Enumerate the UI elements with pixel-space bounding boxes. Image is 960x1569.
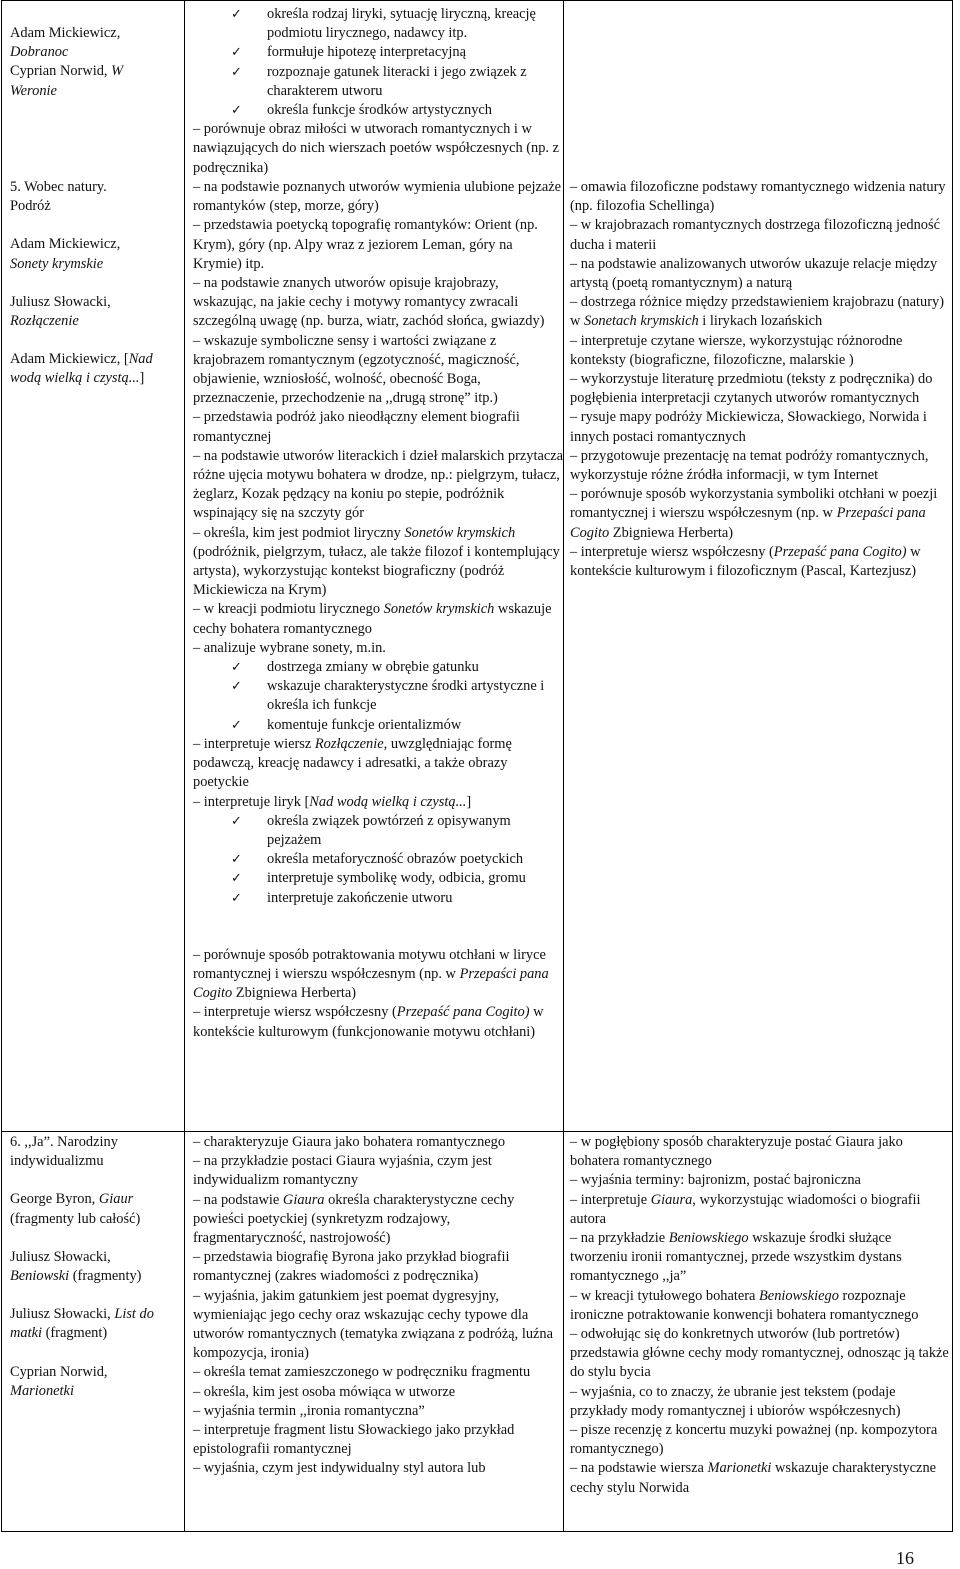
column-divider [563, 1132, 564, 1532]
text-run: – charakteryzuje Giaura jako bohatera romantycznego [193, 1134, 506, 1150]
topic-line [10, 1190, 180, 1209]
table-row [2, 1, 952, 1131]
text-run: Sonetów krymskich [383, 601, 495, 618]
list-item [193, 639, 563, 658]
column-divider [563, 1, 564, 1131]
text-run: Przepaści pana Cogito [570, 505, 926, 541]
checklist-item [193, 850, 563, 869]
topic-line [10, 62, 180, 81]
document-table [1, 0, 953, 1532]
text-run: – w kreacji tytułowego bohatera [570, 1287, 760, 1304]
text-run: ] [139, 370, 145, 387]
text-run: rozpoznaje gatunek literacki i jego związek z charakterem utworu [267, 63, 527, 99]
list-item [193, 793, 563, 812]
text-run: – na podstawie utworów literackich i dzieł malarskich przytacza różne ujęcia motywu bohatera w drodze, np.: pielgrzym, tułacz, żeglarz, Kozak pędzący na koniu po stepie, podróżnik wspinający się na szczyty gór [193, 447, 564, 522]
text-run: – wyjaśnia, czym jest indywidualny styl autora lub [193, 1460, 486, 1477]
text-run: – na podstawie znanych utworów opisuje krajobrazy, wskazując, na jakie cechy i motywy romantycy zwracali szczególną uwagę (np. burza, wiatr, zachód słońca, gwiazdy) [193, 275, 545, 330]
topic-line [10, 197, 180, 216]
cell-topics-individualism [10, 1133, 180, 1401]
text-run: dostrzega zmiany w obrębie gatunku [267, 659, 479, 676]
text-run: – na przykładzie [570, 1230, 669, 1247]
text-run: określa charakterystyczne cechy powieści poetyckiej (synkretyzm rodzajowy, fragmentaryczność, nastrojowość) [193, 1191, 515, 1247]
text-run: Zbigniewa Herberta) [609, 524, 734, 541]
text-run: Sonetach krymskich [584, 313, 699, 330]
list-item [570, 447, 950, 485]
checklist-item [193, 43, 563, 62]
text-run: – na podstawie analizowanych utworów ukazuje relacje między artystą (poetą romantycznym) a naturą [570, 255, 938, 292]
spacer [193, 908, 563, 946]
checklist-item [193, 5, 563, 43]
text-run: 6. ,,Ja”. Narodziny [10, 1134, 118, 1150]
topic-line [10, 178, 180, 197]
text-run: – interpretuje czytane wiersze, wykorzystując różnorodne konteksty (biograficzne, filozoficzne, malarskie ) [570, 332, 903, 368]
list-item [570, 1133, 950, 1171]
text-run: – na podstawie poznanych utworów wymienia ulubione pejzaże romantyków (step, morze, góry) [193, 179, 562, 215]
text-run: Adam Mickiewicz, [10, 236, 121, 253]
list-item [193, 946, 563, 1004]
text-run: George Byron, [10, 1191, 99, 1208]
text-run: określa rodzaj liryki, sytuację liryczną, kreację podmiotu lirycznego, nadawcy itp. [267, 6, 536, 42]
text-run: – interpretuje liryk [ [193, 793, 310, 810]
list-item [193, 1383, 563, 1402]
text-run: Przepaść pana Cogito) [773, 543, 907, 560]
text-run: Giaur [98, 1191, 134, 1208]
topic-line [10, 1267, 180, 1286]
checklist-item [193, 658, 563, 677]
cell-topics-nature [10, 178, 180, 389]
text-run: wodą wielką i czystą... [10, 370, 140, 387]
list-item [570, 1421, 950, 1459]
list-item [193, 1152, 563, 1190]
text-run: – wykorzystuje literaturę przedmiotu (teksty z podręcznika) do pogłębienia interpretacji czytanych utworów romantycznych [570, 371, 933, 407]
text-run: Giaura [650, 1191, 693, 1208]
text-run: Nad [128, 351, 153, 368]
list-item [193, 120, 563, 178]
text-run: Beniowskiego [759, 1287, 839, 1304]
text-run: Adam Mickiewicz, [10, 25, 121, 41]
list-item [193, 1003, 563, 1041]
text-run: Podróż [10, 198, 51, 215]
text-run: – interpretuje wiersz [193, 735, 315, 752]
text-run: W [111, 63, 124, 80]
text-run: ] [466, 793, 472, 810]
spacer [10, 216, 180, 235]
topic-line [10, 82, 180, 101]
text-run: Dobranoc [10, 44, 69, 61]
table-row [2, 1131, 952, 1532]
text-run: (fragmenty) [69, 1268, 142, 1285]
text-run: Zbigniewa Herberta) [232, 985, 357, 1002]
topic-line [10, 350, 180, 369]
text-run: Weronie [10, 82, 57, 99]
cell-extended-requirements-nature [570, 178, 950, 581]
text-run: określa związek powtórzeń z opisywanym pejzażem [267, 812, 511, 848]
list-item [570, 1383, 950, 1421]
topic-line [10, 293, 180, 312]
list-item [570, 370, 950, 408]
text-run: List do [114, 1306, 154, 1323]
spacer [10, 1229, 180, 1248]
text-run: – porównuje obraz miłości w utworach romantycznych i w nawiązujących do nich wierszach poetów współczesnych (np. z podręcznika) [193, 121, 560, 176]
text-run: wskazuje cechy bohatera romantycznego [193, 601, 552, 637]
text-run: Przepaści pana Cogito [193, 965, 549, 1002]
topic-line [10, 255, 180, 274]
list-item [193, 447, 563, 524]
text-run: – interpretuje fragment listu Słowackiego jako przykład epistolografii romantycznej [193, 1422, 515, 1458]
list-item [193, 1133, 563, 1152]
topic-line [10, 1133, 180, 1152]
spacer [10, 1344, 180, 1363]
cell-basic-requirements-individualism [193, 1133, 563, 1479]
text-run: komentuje funkcje orientalizmów [267, 716, 462, 733]
list-item [570, 1191, 950, 1229]
text-run: określa funkcje środków artystycznych [267, 102, 492, 119]
text-run: – wyjaśnia terminy: bajronizm, postać bajroniczna [570, 1172, 861, 1189]
topic-line [10, 1363, 180, 1382]
list-item [570, 1171, 950, 1190]
text-run: formułuje hipotezę interpretacyjną [267, 44, 466, 61]
text-run: interpretuje symbolikę wody, odbicia, gromu [267, 870, 526, 887]
topic-line [10, 1324, 180, 1343]
checklist-item [193, 869, 563, 888]
text-run: – wyjaśnia termin ,,ironia romantyczna” [193, 1402, 425, 1419]
list-item [193, 1459, 563, 1478]
text-run: określa metaforyczność obrazów poetyckich [267, 851, 524, 868]
checklist-item [193, 677, 563, 715]
text-run: w kontekście kulturowym i filozoficznym (Pascal, Kartezjusz) [570, 543, 921, 580]
text-run: (fragment) [41, 1325, 108, 1342]
topic-line [10, 24, 180, 43]
list-item [193, 1248, 563, 1286]
list-item [570, 178, 950, 216]
list-item [193, 1402, 563, 1421]
text-run: – na podstawie wiersza [570, 1460, 708, 1477]
list-item [193, 332, 563, 409]
list-item [193, 216, 563, 274]
checklist-item [193, 101, 563, 120]
cell-extended-requirements-individualism [570, 1133, 950, 1498]
topic-line [10, 235, 180, 254]
list-item [570, 255, 950, 293]
text-run: Cyprian Norwid, [10, 63, 112, 80]
list-item [570, 216, 950, 254]
list-item [193, 178, 563, 216]
list-item [570, 1325, 950, 1383]
text-run: – określa temat zamieszczonego w podręczniku fragmentu [193, 1364, 531, 1381]
text-run: – dostrzega różnice między przedstawieniem krajobrazu (natury) w [570, 294, 944, 330]
text-run: Marionetki [10, 1382, 74, 1399]
list-item [570, 485, 950, 543]
text-run: – przedstawia podróż jako nieodłączny element biografii romantycznej [193, 409, 520, 445]
text-run: (podróżnik, pielgrzym, tułacz, ale także filozof i kontemplujący artysta), wykorzystując kontekst biograficzny (podróż Mickiewicza na Krym) [193, 543, 560, 599]
cell-topics-top [10, 24, 180, 101]
column-divider [184, 1, 185, 1131]
text-run: – odwołując się do konkretnych utworów (lub portretów) przedstawia główne cechy mody romantycznej, odnosząc ją także do stylu bycia [570, 1326, 949, 1381]
text-run: – na przykładzie postaci Giaura wyjaśnia, czym jest indywidualizm romantyczny [193, 1153, 492, 1189]
list-item [193, 1421, 563, 1459]
text-run: rozpoznaje ironiczne potraktowanie konwencji bohatera romantycznego [570, 1287, 919, 1323]
text-run: Nad wodą wielką i czystą... [309, 793, 467, 810]
text-run: – przedstawia biografię Byrona jako przykład biografii romantycznej (zakres wiadomości z podręcznika) [193, 1249, 510, 1285]
text-run: – interpretuje wiersz współczesny ( [570, 543, 774, 560]
text-run: wskazuje charakterystyczne cechy stylu Norwida [570, 1460, 937, 1496]
text-run: Marionetki [707, 1460, 772, 1477]
list-item [570, 1229, 950, 1287]
text-run: – porównuje sposób potraktowania motywu otchłani w liryce romantycznej i wierszu współczesnym (np. w [193, 946, 546, 982]
text-run: Juliusz Słowacki, [10, 1248, 111, 1265]
checklist-item [193, 63, 563, 101]
text-run: – rysuje mapy podróży Mickiewicza, Słowackiego, Norwida i innych postaci romantycznych [570, 409, 927, 445]
text-run: – interpretuje [570, 1191, 651, 1208]
text-run: Adam Mickiewicz, [ [10, 351, 129, 368]
text-run: Giaura [282, 1191, 325, 1208]
column-divider [184, 1132, 185, 1532]
text-run: Sonety krymskie [10, 255, 104, 272]
list-item [193, 600, 563, 638]
list-item [193, 274, 563, 332]
text-run: – wskazuje symboliczne sensy i wartości związane z krajobrazem romantycznym (egzotyczność, magiczność, objawienie, wzniosłość, wolność, obecność Boga, przeznaczenie, przechodzenie na ,,drugą stronę” itp.) [193, 332, 520, 407]
checklist-item [193, 716, 563, 735]
text-run: – analizuje wybrane sonety, m.in. [193, 639, 386, 656]
checklist-item [193, 812, 563, 850]
text-run: Juliusz Słowacki, [10, 1306, 115, 1323]
text-run: Sonetów krymskich [404, 524, 516, 541]
spacer [10, 1171, 180, 1190]
cell-basic-requirements-top [193, 5, 563, 178]
text-run: Beniowskiego [668, 1230, 749, 1247]
topic-line [10, 1382, 180, 1401]
list-item [570, 332, 950, 370]
list-item [570, 543, 950, 581]
list-item [193, 1287, 563, 1364]
text-run: – w krajobrazach romantycznych dostrzega filozoficzną jedność ducha i materii [570, 217, 940, 253]
text-run: – określa, kim jest podmiot liryczny [193, 524, 405, 541]
page-number: 16 [896, 1548, 914, 1568]
spacer [10, 274, 180, 293]
text-run: Rozłączenie [314, 735, 384, 752]
spacer [10, 1286, 180, 1305]
text-run: – w kreacji podmiotu lirycznego [193, 601, 384, 618]
text-run: – wyjaśnia, jakim gatunkiem jest poemat dygresyjny, wymieniając jego cechy oraz wskazując cechy typowe dla utworów romantycznych (tematyka związana z podróżą, luźna kompozycja, ironia) [193, 1287, 554, 1362]
list-item [570, 1459, 950, 1497]
text-run: Przepaść pana Cogito) [396, 1004, 530, 1021]
list-item [193, 1363, 563, 1382]
text-run: , wykorzystując wiadomości o biografii autora [570, 1191, 921, 1227]
text-run: , uwzględniając formę podawczą, kreację nadawcy i adresatki, a także obrazy poetyckie [193, 735, 512, 791]
text-run: Rozłączenie [10, 313, 79, 330]
text-run: – przygotowuje prezentację na temat podróży romantycznych, wykorzystuje różne źródła informacji, w tym Internet [570, 447, 929, 484]
text-run: Beniowski [10, 1268, 70, 1285]
text-run: – na podstawie [193, 1191, 283, 1208]
text-run: 5. Wobec natury. [10, 179, 107, 195]
topic-line [10, 1305, 180, 1324]
list-item [570, 1287, 950, 1325]
text-run: i lirykach lozańskich [698, 313, 823, 330]
list-item [193, 524, 563, 601]
topic-line [10, 312, 180, 331]
topic-line [10, 1210, 180, 1229]
text-run: – pisze recenzję z koncertu muzyki poważnej (np. kompozytora romantycznego) [570, 1422, 938, 1458]
text-run: – określa, kim jest osoba mówiąca w utworze [193, 1383, 456, 1400]
list-item [193, 735, 563, 793]
text-run: wskazuje charakterystyczne środki artystyczne i określa ich funkcje [267, 678, 545, 714]
list-item [193, 1191, 563, 1249]
cell-basic-requirements-nature [193, 178, 563, 1042]
text-run: – przedstawia poetycką topografię romantyków: Orient (np. Krym), góry (np. Alpy wraz z jeziorem Leman, góry na Krymie) itp. [193, 217, 538, 272]
list-item [193, 408, 563, 446]
text-run: indywidualizmu [10, 1153, 104, 1170]
text-run: matki [10, 1325, 42, 1342]
topic-line [10, 1248, 180, 1267]
text-run: w kontekście kulturowym (funkcjonowanie motywu otchłani) [193, 1004, 544, 1040]
spacer [10, 331, 180, 350]
topic-line [10, 369, 180, 388]
list-item [570, 293, 950, 331]
list-item [570, 408, 950, 446]
text-run: – w pogłębiony sposób charakteryzuje postać Giaura jako bohatera romantycznego [570, 1134, 903, 1170]
checklist-item [193, 889, 563, 908]
text-run: wskazuje środki służące tworzeniu ironii romantycznej, przede wszystkim dystans romantycznego ,,ja” [570, 1230, 902, 1285]
text-run: interpretuje zakończenie utworu [267, 889, 453, 906]
text-run: – wyjaśnia, co to znaczy, że ubranie jest tekstem (podaje przykłady mody romantycznej i ubiorów współczesnych) [570, 1383, 901, 1419]
text-run: – interpretuje wiersz współczesny ( [193, 1004, 397, 1021]
text-run: (fragmenty lub całość) [10, 1210, 141, 1227]
topic-line [10, 43, 180, 62]
text-run: Cyprian Norwid, [10, 1363, 108, 1380]
text-run: Juliusz Słowacki, [10, 293, 111, 310]
text-run: – porównuje sposób wykorzystania symboliki otchłani w poezji romantycznej i wierszu współczesnym (np. w [570, 486, 938, 522]
text-run: – omawia filozoficzne podstawy romantycznego widzenia natury (np. filozofia Schellinga) [570, 179, 946, 215]
topic-line [10, 1152, 180, 1171]
